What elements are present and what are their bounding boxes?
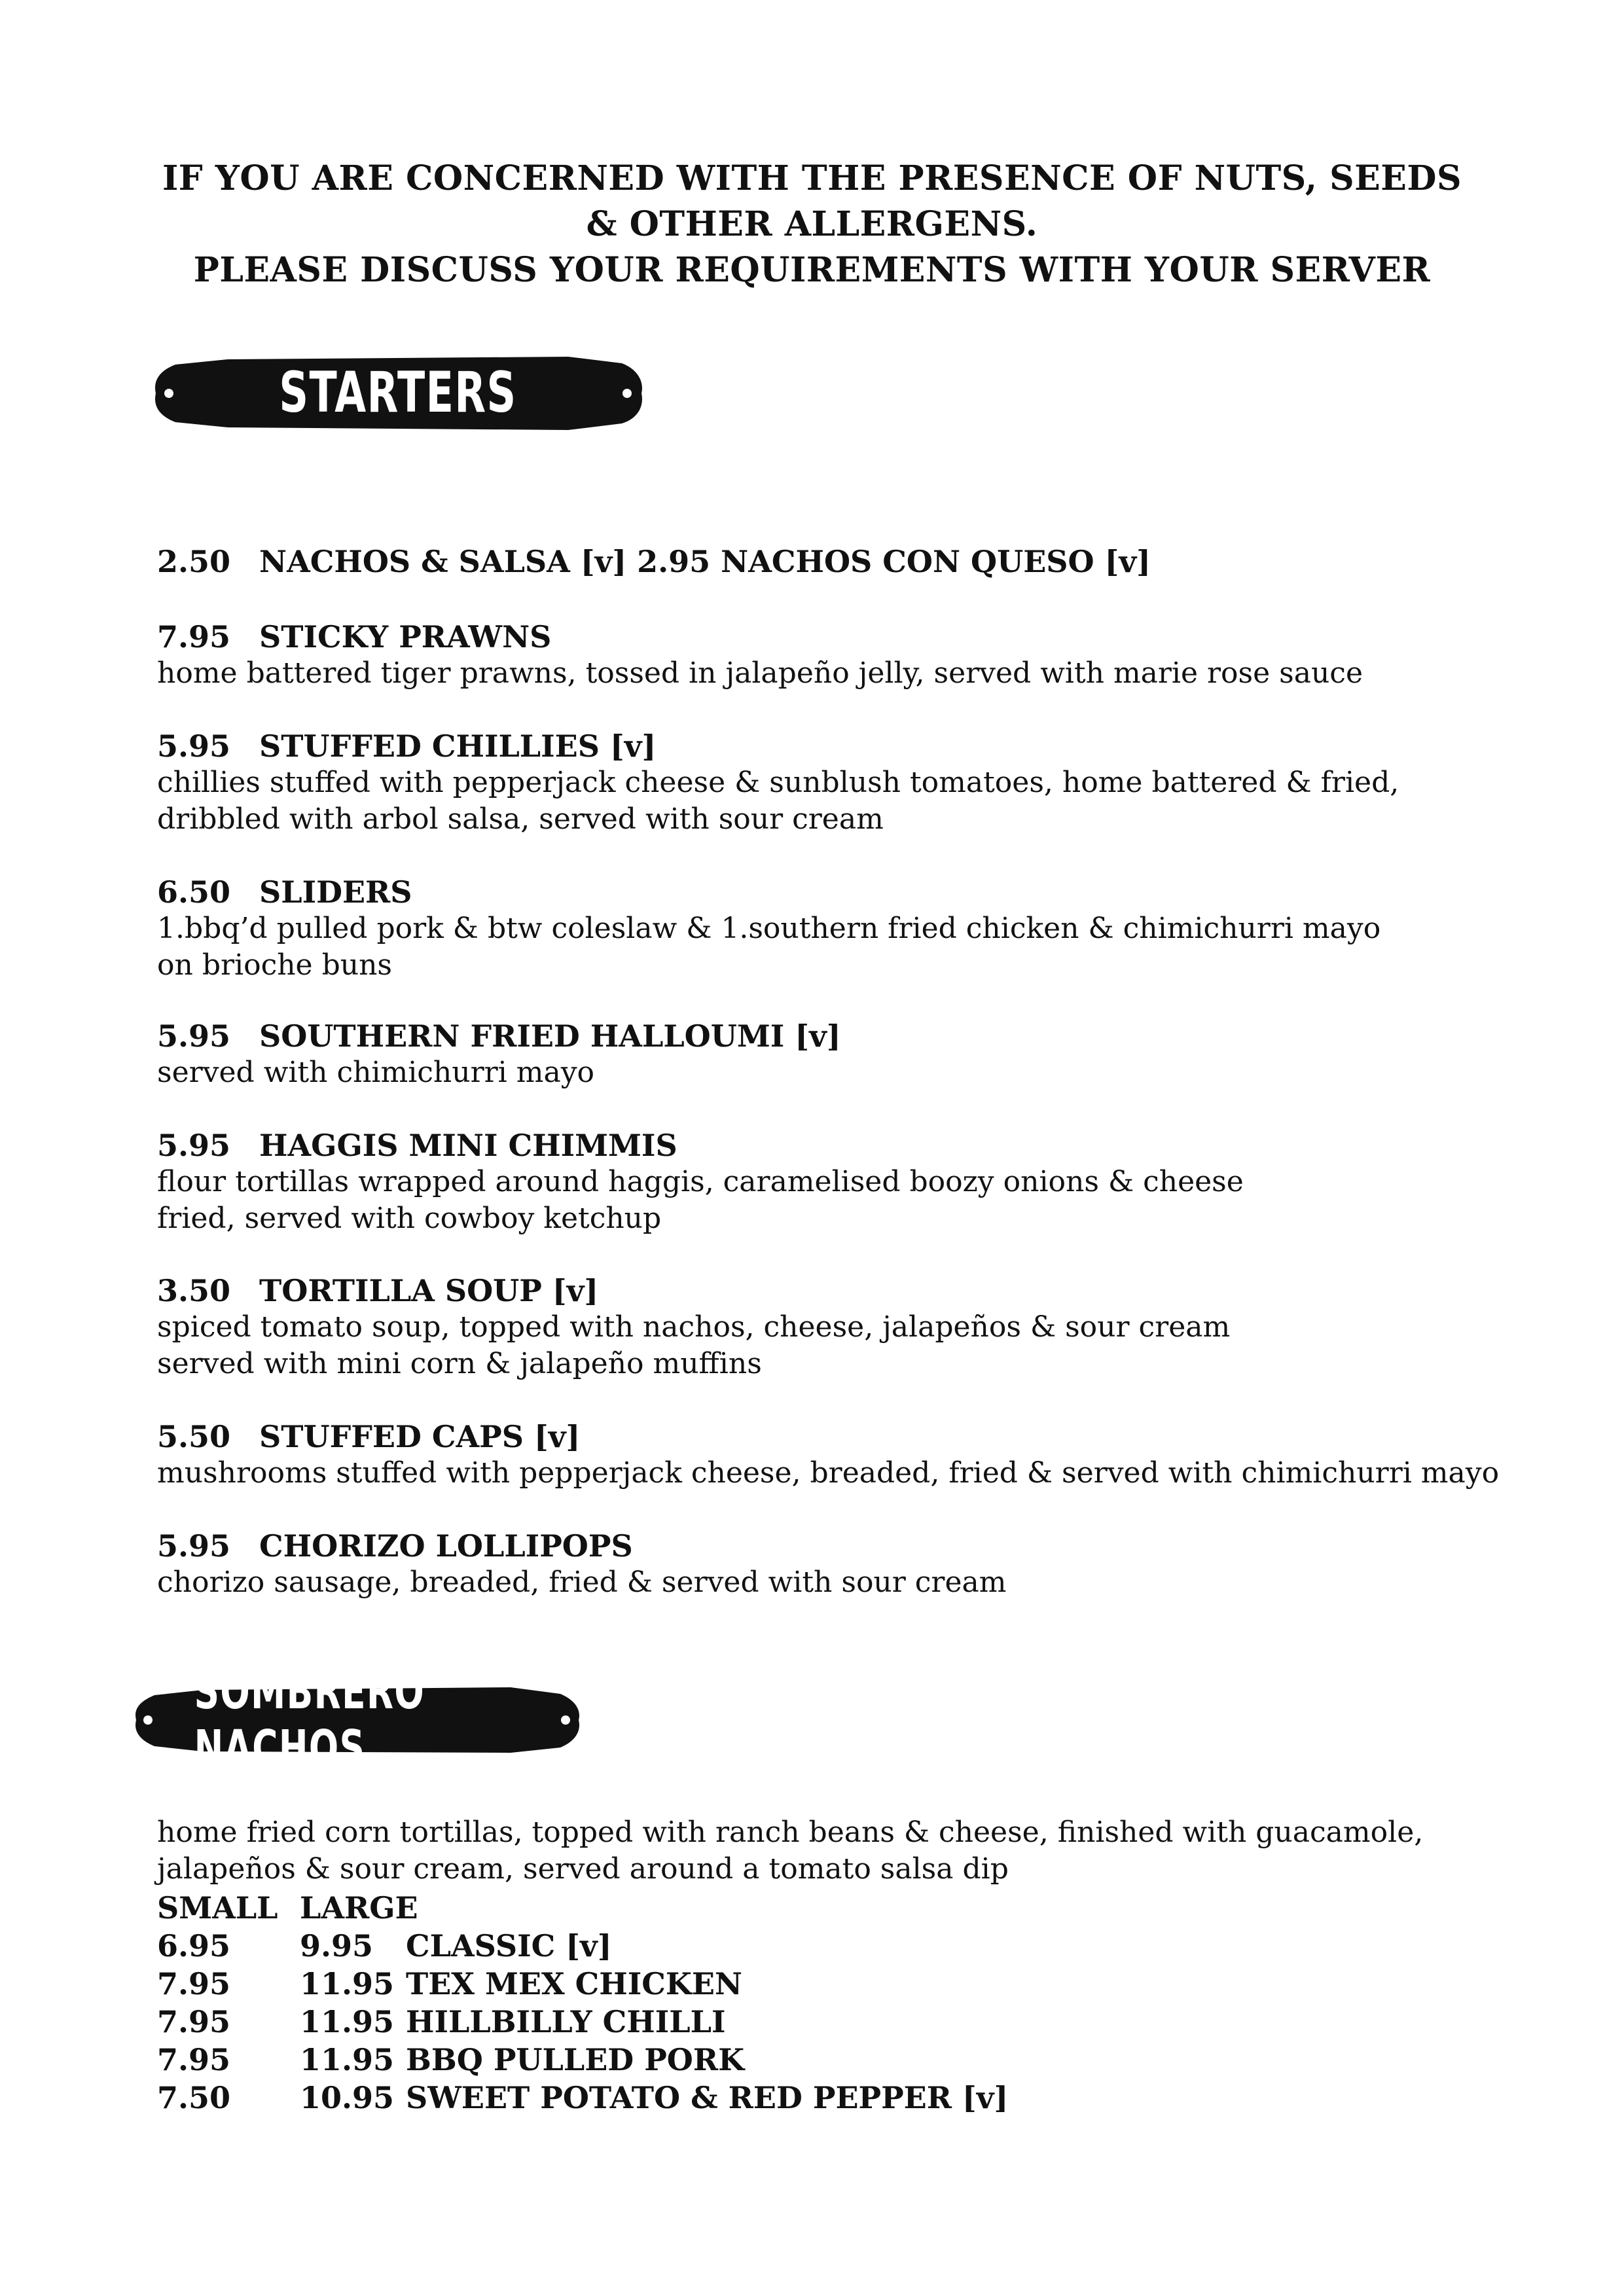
column-small-header: SMALL: [157, 1890, 278, 1926]
spacer: [249, 1419, 259, 1454]
starter-description-line: dribbled with arbol salsa, served with sour cream: [157, 802, 884, 836]
starter-description-line: on brioche buns: [157, 948, 393, 982]
price-small: 7.50: [157, 2080, 231, 2115]
starter-item-header: [157, 1272, 1558, 1309]
spacer: [249, 874, 259, 910]
starter-price: 5.50: [157, 1419, 231, 1454]
price-large: 10.95: [300, 2080, 395, 2115]
sombrero-nachos-heading: SOMBRERO NACHOS: [194, 1664, 425, 1776]
starter-name: CHORIZO LOLLIPOPS: [259, 1528, 633, 1564]
starter-item-header: [157, 874, 1558, 910]
starters-banner: [149, 350, 647, 435]
allergen-notice: [0, 156, 1624, 293]
starter-description-line: mushrooms stuffed with pepperjack cheese, breaded, fried & served with chimichurri mayo: [157, 1456, 1500, 1490]
starter-item-header: [157, 728, 1558, 764]
nacho-name: HILLBILLY CHILLI: [406, 2004, 726, 2039]
starter-description-line: chillies stuffed with pepperjack cheese & sunblush tomatoes, home battered & fried,: [157, 766, 1399, 799]
starter-description-line: fried, served with cowboy ketchup: [157, 1202, 662, 1235]
starter-name: SLIDERS: [259, 874, 412, 910]
starter-price: 3.50: [157, 1273, 231, 1308]
starter-name: STUFFED CAPS [v]: [259, 1419, 581, 1454]
starter-name: TORTILLA SOUP [v]: [259, 1273, 599, 1308]
price-small: 6.95: [157, 1928, 231, 1964]
starter-description-line: flour tortillas wrapped around haggis, caramelised boozy onions & cheese: [157, 1165, 1244, 1198]
starter-name: SOUTHERN FRIED HALLOUMI [v]: [259, 1018, 841, 1054]
starter-price: 5.95: [157, 728, 231, 764]
starter-description-line: chorizo sausage, breaded, fried & served with sour cream: [157, 1566, 1007, 1599]
nachos-description-line-1: home fried corn tortillas, topped with ranch beans & cheese, finished with guacamole,: [157, 1816, 1424, 1849]
nacho-name: TEX MEX CHICKEN: [406, 1966, 742, 2001]
starter-price: 7.95: [157, 619, 231, 655]
nacho-name: BBQ PULLED PORK: [406, 2042, 745, 2077]
starter-name: HAGGIS MINI CHIMMIS: [259, 1128, 677, 1163]
starter-item-header: [157, 1528, 1558, 1564]
starter-item: [157, 1418, 1558, 1492]
starter-description-line: 1.bbq’d pulled pork & btw coleslaw & 1.southern fried chicken & chimichurri mayo: [157, 912, 1381, 945]
starter-price: 5.95: [157, 1018, 231, 1054]
starter-item-header: [157, 1018, 1558, 1054]
starters-heading: STARTERS: [279, 360, 517, 425]
starter-item-header: [157, 1418, 1558, 1455]
nacho-name: CLASSIC [v]: [406, 1928, 612, 1964]
spacer: [249, 1018, 259, 1054]
starter-item: [157, 728, 1558, 838]
starter-name: STUFFED CHILLIES [v]: [259, 728, 657, 764]
sombrero-nachos-banner: [131, 1664, 583, 1776]
spacer: [249, 1528, 259, 1564]
price-large: 11.95: [300, 2042, 395, 2077]
starter-name: NACHOS & SALSA [v] 2.95 NACHOS CON QUESO [v]: [259, 544, 1151, 579]
allergen-notice-line-1: IF YOU ARE CONCERNED WITH THE PRESENCE OF NUTS, SEEDS: [162, 158, 1462, 198]
spacer: [249, 728, 259, 764]
price-small: 7.95: [157, 1966, 231, 2001]
starter-description-line: served with chimichurri mayo: [157, 1056, 595, 1089]
starter-item: [157, 1018, 1558, 1091]
starter-description-line: home battered tiger prawns, tossed in jalapeño jelly, served with marie rose sauce: [157, 656, 1363, 690]
nachos-description-line-2: jalapeños & sour cream, served around a tomato salsa dip: [157, 1852, 1009, 1886]
nachos-description: [157, 1814, 1423, 1888]
price-small: 7.95: [157, 2042, 231, 2077]
starter-name: STICKY PRAWNS: [259, 619, 552, 655]
nacho-name: SWEET POTATO & RED PEPPER [v]: [406, 2080, 1009, 2115]
starter-item-header: [157, 543, 1558, 580]
column-large-header: LARGE: [300, 1890, 418, 1926]
starter-description-line: served with mini corn & jalapeño muffins: [157, 1347, 762, 1380]
price-small: 7.95: [157, 2004, 231, 2039]
starter-item-header: [157, 1127, 1558, 1164]
allergen-notice-line-3: PLEASE DISCUSS YOUR REQUIREMENTS WITH YOUR SERVER: [193, 250, 1431, 290]
starter-item: [157, 874, 1558, 984]
starter-price: 5.95: [157, 1528, 231, 1564]
price-large: 11.95: [300, 2004, 395, 2039]
spacer: [249, 1128, 259, 1163]
starter-item: [157, 543, 1558, 580]
starter-price: 2.50: [157, 544, 231, 579]
price-large: 9.95: [300, 1928, 374, 1964]
starter-price: 6.50: [157, 874, 231, 910]
spacer: [249, 1273, 259, 1308]
starter-item-header: [157, 619, 1558, 655]
starter-item: [157, 619, 1558, 692]
starter-item: [157, 1272, 1558, 1382]
spacer: [249, 544, 259, 579]
starter-price: 5.95: [157, 1128, 231, 1163]
starter-item: [157, 1127, 1558, 1237]
price-large: 11.95: [300, 1966, 395, 2001]
spacer: [249, 619, 259, 655]
starter-item: [157, 1528, 1558, 1601]
allergen-notice-line-2: & OTHER ALLERGENS.: [586, 204, 1038, 244]
starter-description-line: spiced tomato soup, topped with nachos, cheese, jalapeños & sour cream: [157, 1310, 1231, 1344]
